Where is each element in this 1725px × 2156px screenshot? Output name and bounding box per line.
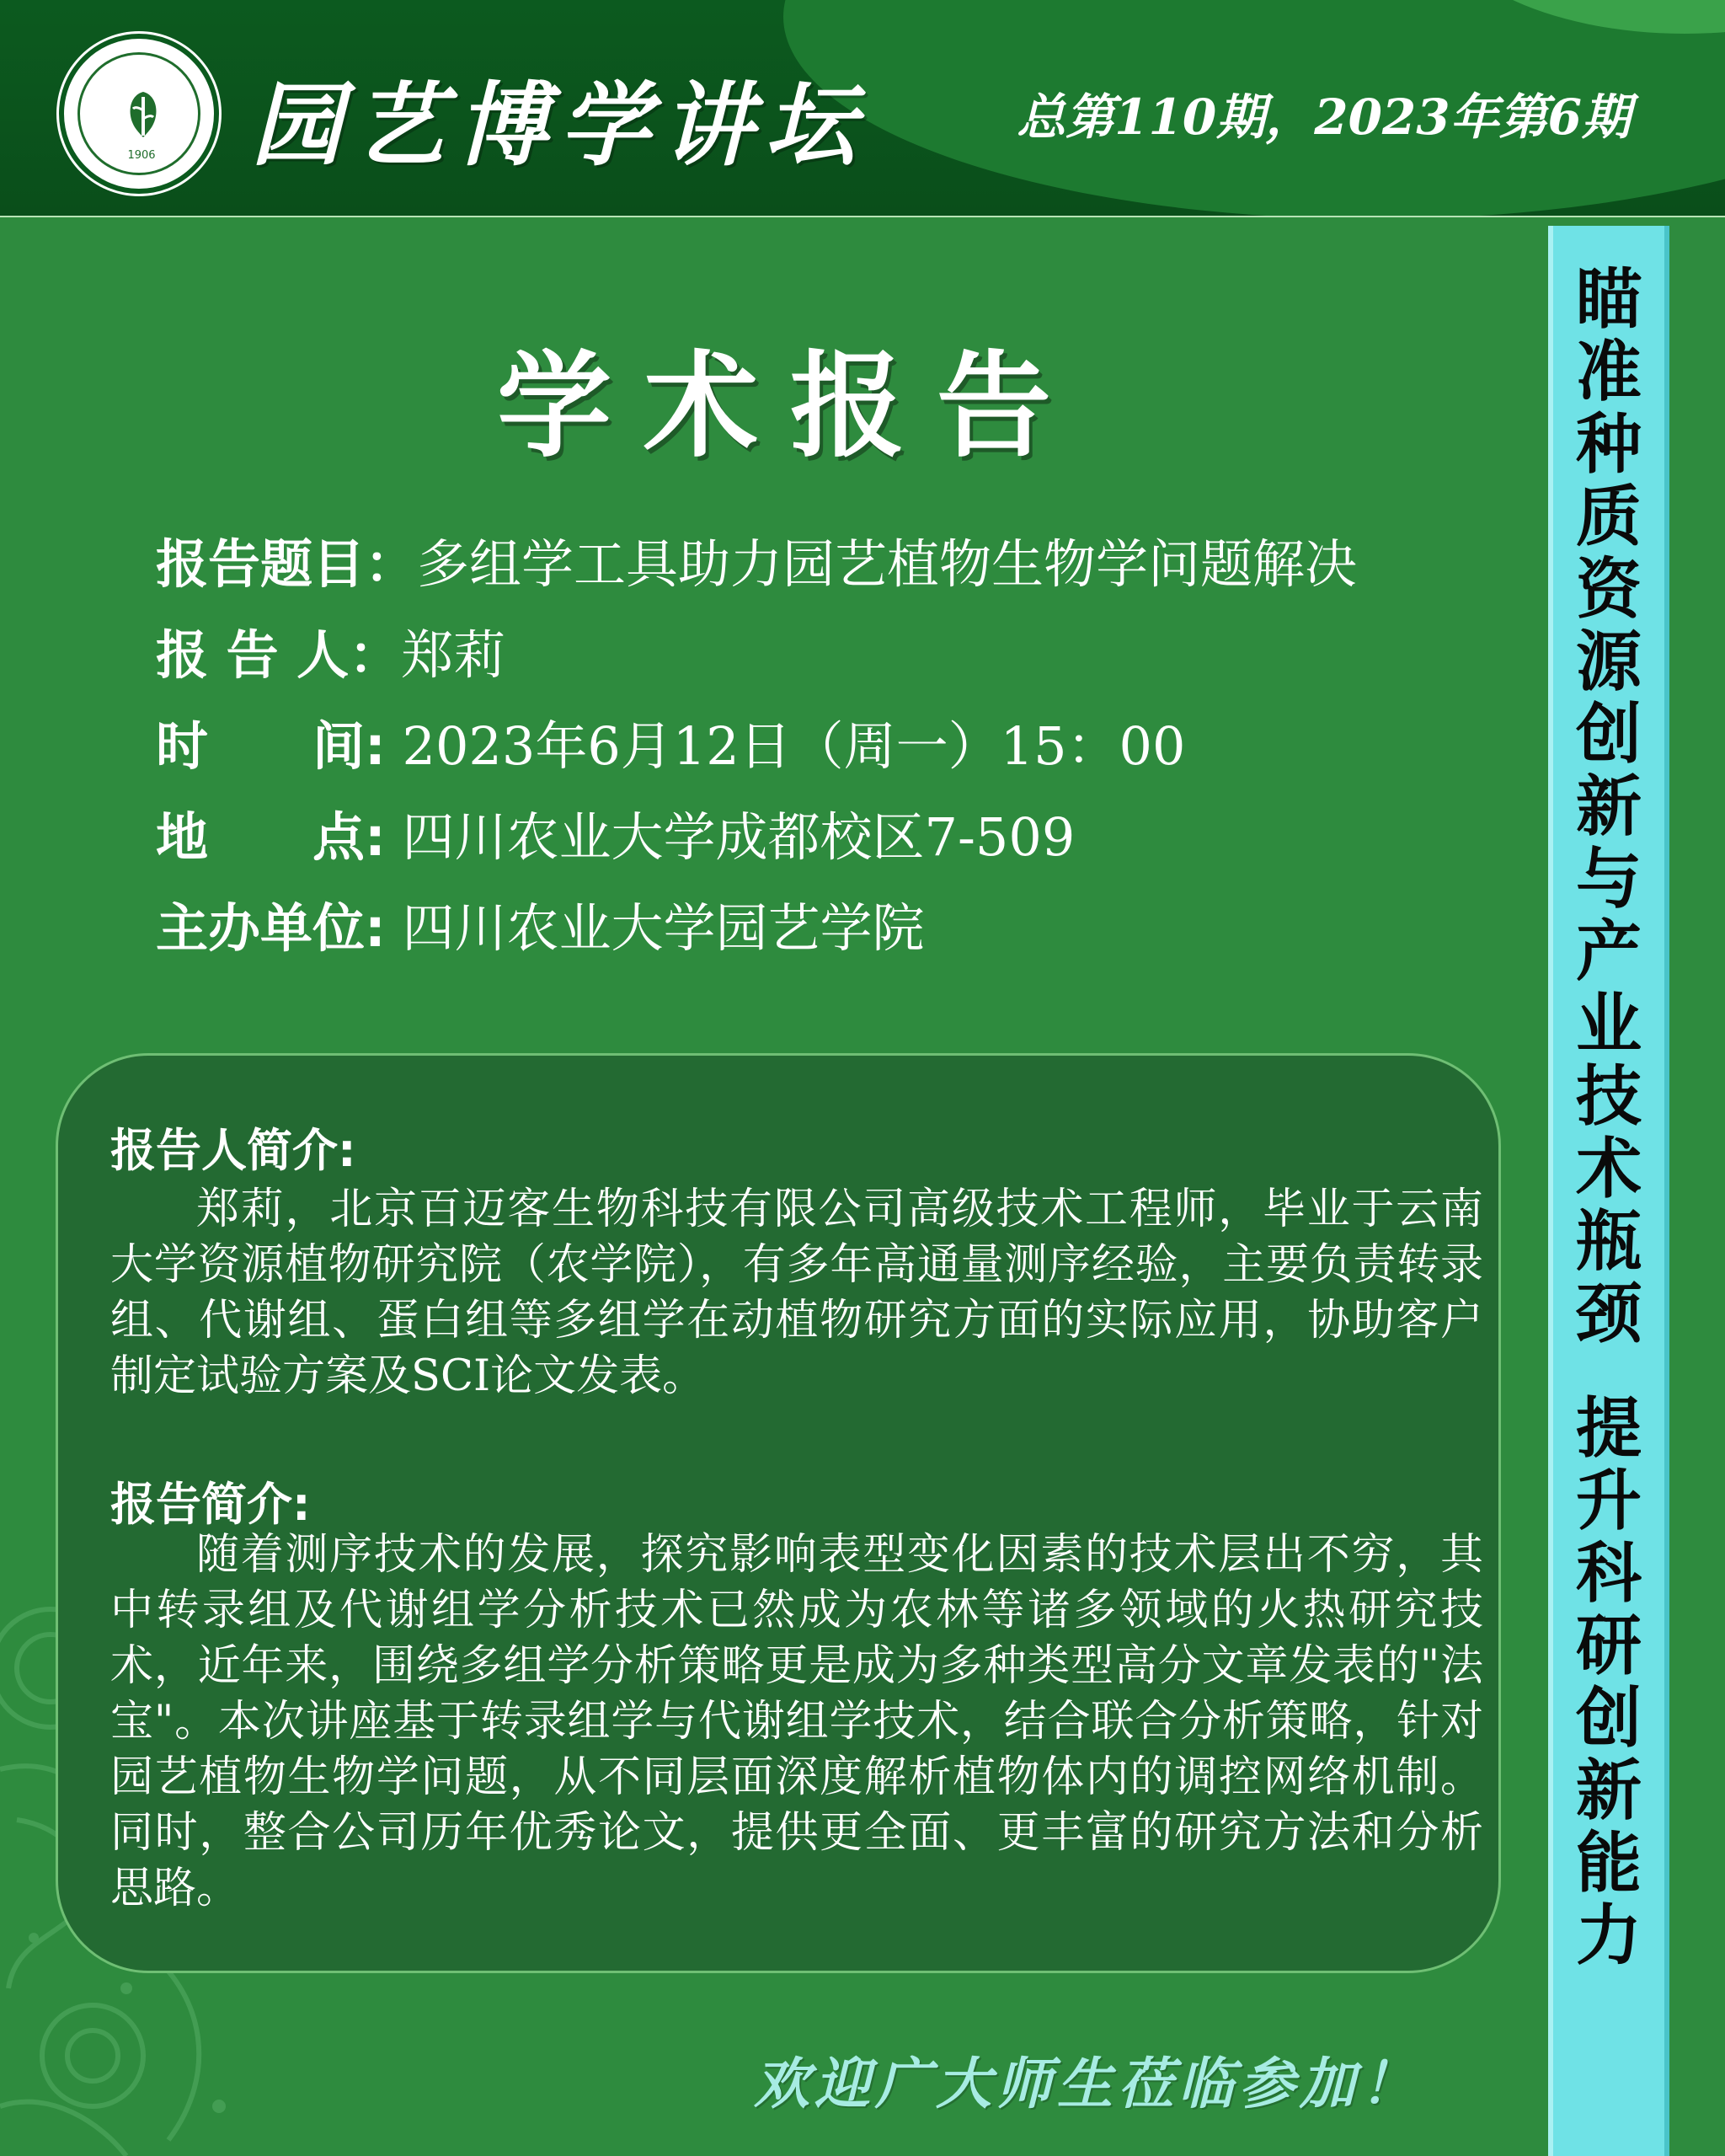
slogan-char: 力	[1575, 1898, 1642, 1974]
slogan-char: 创	[1575, 1681, 1642, 1757]
slogan-char: 提	[1575, 1391, 1642, 1467]
welcome-message: 欢迎广大师生莅临参加！	[754, 2051, 1421, 2116]
time-row	[156, 713, 1185, 780]
slogan-char: 质	[1575, 479, 1642, 555]
host-row	[156, 895, 925, 962]
issue-number: 总第110期，2023年第6期	[1017, 88, 1631, 146]
slogan-char: 资	[1575, 552, 1642, 628]
report-abstract-heading: 报告简介:	[110, 1478, 311, 1531]
header	[0, 0, 1725, 217]
place-row	[156, 804, 1075, 871]
report-abstract-text: 随着测序技术的发展，探究影响表型变化因素的技术层出不穷，其中转录组及代谢组学分析技术已然成为农林等诸多领域的火热研究技术，近年来，围绕多组学分析策略更是成为多种类型高分文章发表的"法宝"。本次讲座基于转录组学与代谢组学技术，结合联合分析策略，针对园艺植物生物学问题，从不同层面深度解析植物体内的调控网络机制。同时，整合公司历年优秀论文，提供更全面、更丰富的研究方法和分析思路。	[110, 1530, 1483, 1913]
topic-colon: ：	[365, 533, 418, 595]
college-logo	[59, 34, 219, 194]
brand-title: 园艺博学讲坛	[251, 72, 868, 179]
header-divider	[0, 216, 1725, 217]
slogan-char: 准	[1575, 334, 1642, 410]
host-value: 四川农业大学园艺学院	[402, 897, 925, 959]
host-label: 主办单位	[156, 897, 366, 959]
speaker-row	[156, 622, 505, 689]
slogan-char: 新	[1575, 1753, 1642, 1829]
speaker-label: 报 告 人	[156, 624, 350, 686]
slogan-char: 研	[1575, 1608, 1642, 1684]
slogan-char: 术	[1575, 1131, 1642, 1207]
speaker-bio-text: 郑莉，北京百迈客生物科技有限公司高级技术工程师，毕业于云南大学资源植物研究院（农学院），有多年高通量测序经验，主要负责转录组、代谢组、蛋白组等多组学在动植物研究方面的实际应用，协助客户制定试验方案及SCI论文发表。	[110, 1185, 1483, 1401]
place-label: 地 点	[156, 806, 366, 868]
time-label: 时 间	[156, 715, 366, 777]
report-title: 学术报告	[497, 340, 1083, 473]
place-colon: :	[365, 806, 386, 868]
slogan-line-1	[1553, 264, 1664, 1351]
slogan-text	[1553, 264, 1664, 1972]
bio-panel	[56, 1053, 1501, 1973]
host-colon: :	[365, 897, 386, 959]
topic-value: 多组学工具助力园艺植物生物学问题解决	[417, 533, 1358, 595]
leaf-emblem-icon	[118, 85, 168, 144]
time-value: 2023年6月12日（周一）15：00	[402, 715, 1186, 777]
slogan-char: 种	[1575, 407, 1642, 483]
slogan-char: 瓶	[1575, 1204, 1642, 1280]
slogan-char: 业	[1575, 987, 1642, 1062]
speaker-value: 郑莉	[401, 624, 506, 686]
place-value: 四川农业大学成都校区7-509	[402, 806, 1076, 868]
slogan-char: 创	[1575, 697, 1642, 773]
slogan-char: 与	[1575, 842, 1642, 918]
slogan-char: 新	[1575, 769, 1642, 845]
slogan-char: 源	[1575, 624, 1642, 700]
logo-year: 1906	[127, 149, 156, 162]
slogan-char: 产	[1575, 914, 1642, 990]
slogan-char: 升	[1575, 1463, 1642, 1539]
speaker-colon: ：	[349, 624, 402, 686]
logo-ring	[77, 52, 200, 175]
topic-row	[156, 531, 1357, 598]
slogan-char: 科	[1575, 1536, 1642, 1612]
time-colon: :	[365, 715, 386, 777]
slogan-strip	[1548, 226, 1669, 2156]
slogan-char: 能	[1575, 1826, 1642, 1902]
slogan-char: 技	[1575, 1059, 1642, 1135]
slogan-char: 颈	[1575, 1276, 1642, 1352]
topic-label: 报告题目	[156, 533, 366, 595]
slogan-char: 瞄	[1575, 262, 1642, 338]
speaker-bio-heading: 报告人简介:	[110, 1124, 356, 1177]
slogan-line-2	[1553, 1393, 1664, 1972]
